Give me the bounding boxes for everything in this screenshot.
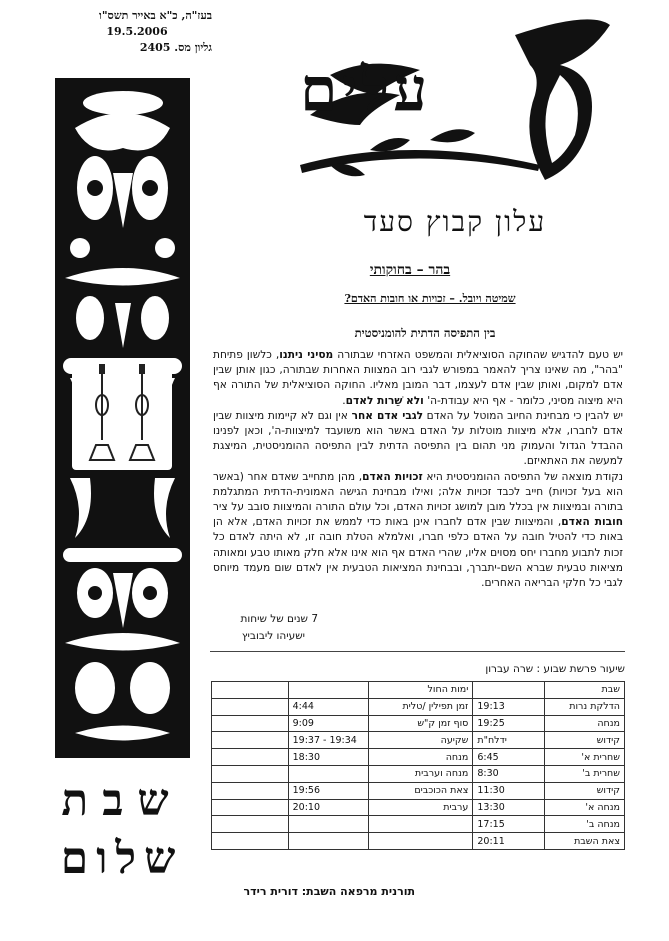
table-cell: ידלח"ת	[473, 732, 545, 749]
issue-number: גליון מס. 2405	[139, 41, 212, 54]
table-cell	[368, 833, 473, 850]
table-cell-empty	[212, 765, 289, 782]
table-cell: שקיעה	[368, 732, 473, 749]
issue-info	[62, 8, 212, 56]
gregorian-date: 19.5.2006	[106, 25, 168, 38]
table-cell	[288, 682, 368, 699]
table-cell: 19:56	[288, 782, 368, 799]
article-title: בין התפיסה הדתית להומניסטית	[354, 326, 496, 340]
article-author: ישעיהו ליבוביץ	[241, 630, 305, 642]
table-row	[212, 765, 625, 782]
table-row	[212, 715, 625, 732]
table-cell-empty	[212, 732, 289, 749]
table-cell-empty	[212, 816, 289, 833]
prayer-times-table	[211, 681, 625, 850]
table-cell: קידוש	[545, 782, 625, 799]
table-cell: ערבית	[368, 799, 473, 816]
table-cell: מנחה ב'	[545, 816, 625, 833]
table-cell-empty	[212, 833, 289, 850]
table-cell: הדלקת נרות	[545, 698, 625, 715]
table-cell: ימות החול	[368, 682, 473, 699]
table-cell: מנחה וערבית	[368, 765, 473, 782]
table-cell: 19:25	[473, 715, 545, 732]
table-cell: צאת השבת	[545, 833, 625, 850]
table-cell: 9:09	[288, 715, 368, 732]
table-cell: זמן תפילין /טלית	[368, 698, 473, 715]
article-paragraph: יש טעם להדגיש שהחוקה הסוציאלית והמשפט האזרחי שבתורה מסיני ניתנו, כלשון פתיחת "בהר", מה שאינו צריך להאמר במפורש לגבי רוב המצוות האחרות שבתורה, כגון אותן שבין אדם למקום, ואותן שבין אדם לעצמו, דבר המובן מאליו. החוקה הסוציאלית של התורה אף היא מיצוה מסיני, כלומר - אף היא עבודת-ה' ולא שֵׁרות לאדם.	[213, 349, 623, 407]
table-cell: סוף זמן ק"ש	[368, 715, 473, 732]
table-cell: מנחה	[545, 715, 625, 732]
table-cell: 18:30	[288, 749, 368, 766]
divider	[210, 651, 625, 652]
table-cell: 19:13	[473, 698, 545, 715]
table-cell: מנחה	[368, 749, 473, 766]
shabbat-word: שבת	[61, 775, 183, 826]
table-cell	[288, 816, 368, 833]
table-header-row	[212, 682, 625, 699]
table-cell-empty	[212, 715, 289, 732]
article-source: 7 שנים של שיחות	[240, 613, 318, 625]
table-cell: 17:15	[473, 816, 545, 833]
table-row	[212, 816, 625, 833]
hebrew-date: בעז"ה, כ"א באייר תשס"ו	[99, 9, 212, 22]
article-paragraph: נקודת מוצאה של התפיסה ההומניסטית היא זכויות האדם, מהן מתחייב שאדם אחר (באשר הוא בעל זכויות) חייב לכבד זכויות אלה; ואילו מבחינת הגישה האמונית-הדתית המתגלמת בתורה ובמיצוות אין בכלל מובן למושג זכויות האדם, וכל עולם התורה והמיצוות סובב על ציר חובות האדם, והמיצוות שבין אדם לחברו אינן באות כדי לממש את זכויות האדם, אלא הן באות כדי להטיל חובה על האדם כלפי חברו, ואלמלא הטלת חובה זו, לא היתה לאדם כל זכות לתבוע מחברו יחס מסוים אליו, שהרי האדם אף הוא אינו אלא חלק מאותו טבע ומאותה מציאות טבעית שברא השם-יתברך, ובבחינת המציאות הטבעית אין לאדם שום מעמד מיוחס לגבי כל חלקי הבריאה האחרים.	[213, 470, 624, 590]
table-cell: קידוש	[545, 732, 625, 749]
table-row	[212, 732, 625, 749]
weekly-shiur: שיעור פרשת שבוע : שרה עברון	[485, 663, 625, 675]
table-cell: 20:11	[473, 833, 545, 850]
table-row	[212, 833, 625, 850]
clinic-duty-footer: תורנית מרפאה השבת: דורית רידר	[243, 885, 415, 898]
article-paragraph: יש להבין כי מבחינת החיוב המוטל על האדם לגבי אדם אחר אין וגם לא קיימות מיצוות שבין אדם לחברו, אלא מיצוות מוטלות על האדם באשר הוא משועבד למיצוות-ה', וכאן לפנינו ההבדל הגדול והעמוק מני תהום בין התפיסה הדתית לבין התפיסה ההומניסטית, המיצגת למעשה את האתאיזם.	[213, 409, 623, 468]
table-row	[212, 698, 625, 715]
table-row	[212, 782, 625, 799]
topic-heading: שמיטה ויובל. – זכויות או חובות האדם?	[344, 292, 516, 305]
shalom-word: שלום	[60, 833, 184, 884]
shabbat-shalom-greeting	[52, 772, 192, 888]
parsha-title: בהר – בחוקותי	[369, 262, 451, 278]
candlesticks-image	[72, 360, 172, 470]
table-cell: 8:30	[473, 765, 545, 782]
table-cell-empty	[212, 749, 289, 766]
table-cell: 20:10	[288, 799, 368, 816]
table-cell: 13:30	[473, 799, 545, 816]
table-cell: 19:34 - 19:37	[288, 732, 368, 749]
table-cell: צאת הכוכבים	[368, 782, 473, 799]
table-cell: 4:44	[288, 698, 368, 715]
article-body	[213, 348, 623, 591]
table-cell: שבת	[545, 682, 625, 699]
table-row	[212, 799, 625, 816]
table-row	[212, 749, 625, 766]
table-cell: שחרית א'	[545, 749, 625, 766]
table-cell	[473, 682, 545, 699]
table-cell-empty	[212, 698, 289, 715]
table-cell: 6:45	[473, 749, 545, 766]
table-cell-empty	[212, 682, 289, 699]
table-cell	[288, 833, 368, 850]
table-cell: מנחה א'	[545, 799, 625, 816]
logo-title: עלים	[300, 55, 432, 125]
table-cell: 11:30	[473, 782, 545, 799]
table-cell	[368, 816, 473, 833]
table-cell-empty	[212, 799, 289, 816]
newsletter-subtitle: עלון קבוץ סעד	[363, 205, 547, 238]
table-cell	[288, 765, 368, 782]
table-cell-empty	[212, 782, 289, 799]
table-cell: שחרית ב'	[545, 765, 625, 782]
